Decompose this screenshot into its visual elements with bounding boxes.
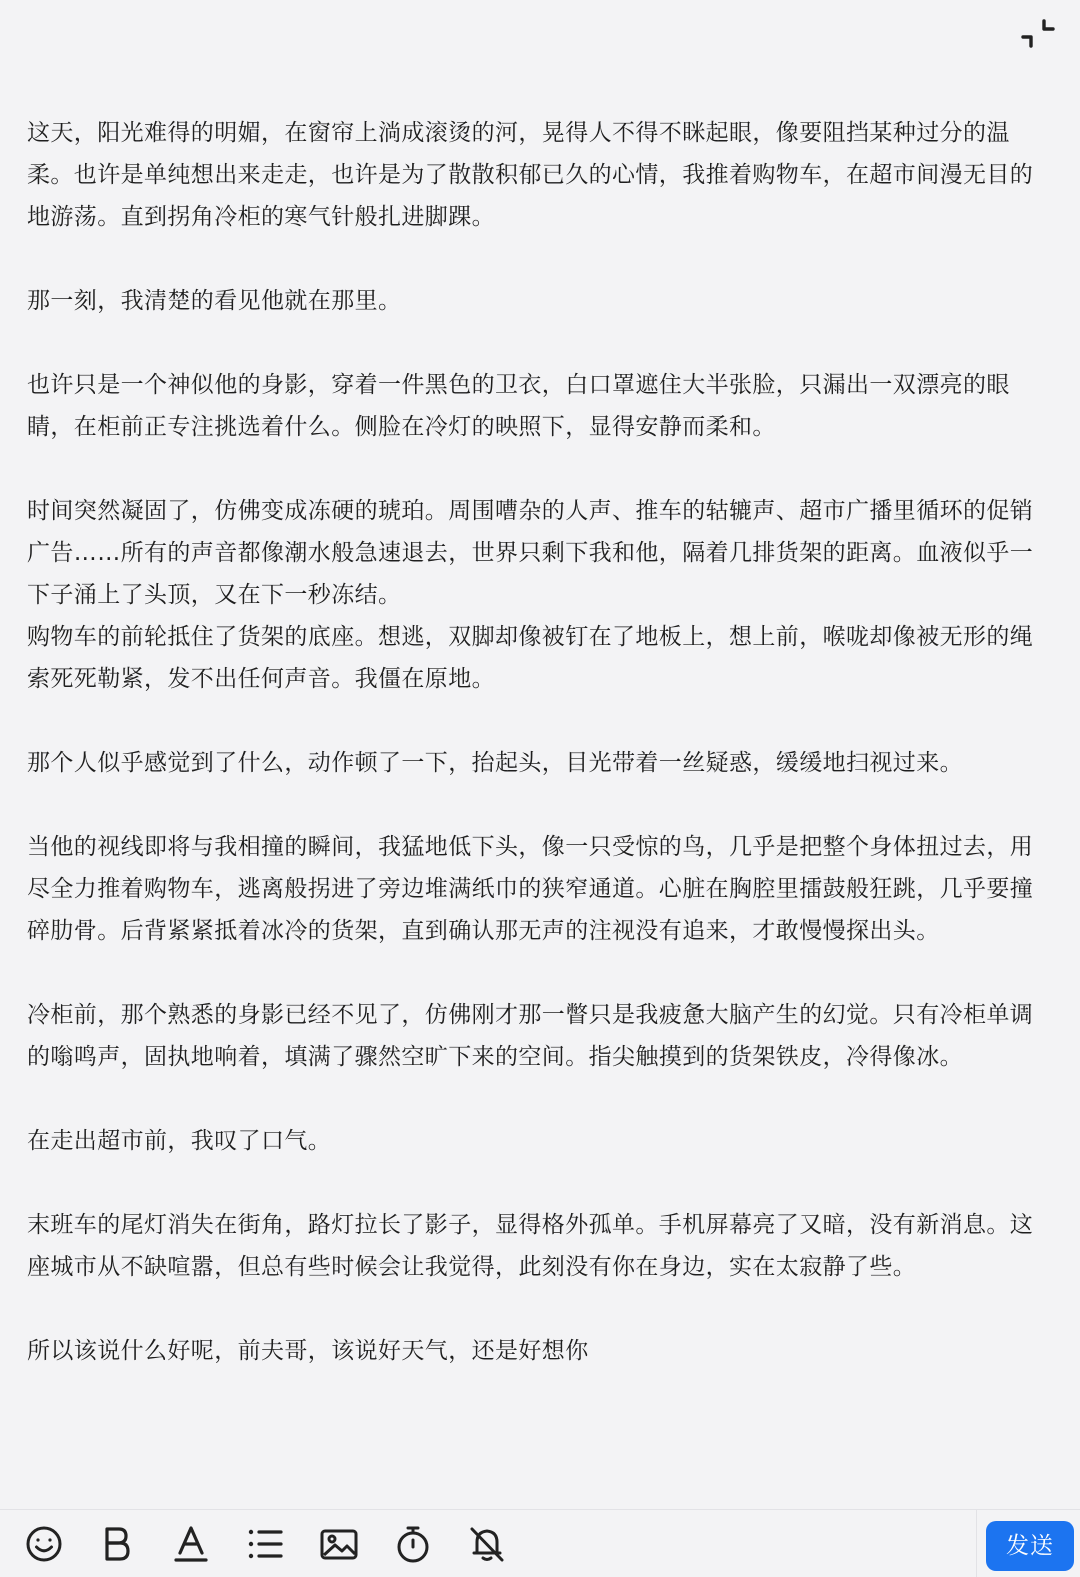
send-button[interactable]: 发送 <box>986 1521 1074 1571</box>
paragraph: 时间突然凝固了，仿佛变成冻硬的琥珀。周围嘈杂的人声、推车的轱辘声、超市广播里循环的促销广告……所有的声音都像潮水般急速退去，世界只剩下我和他，隔着几排货架的距离。血液似乎一下子涌上了头顶，又在下一秒冻结。 购物车的前轮抵住了货架的底座。想逃，双脚却像被钉在了地板上，想上前，喉咙却像被无形的绳索死死勒紧，发不出任何声音。我僵在原地。 <box>27 498 1034 692</box>
paragraph: 末班车的尾灯消失在街角，路灯拉长了影子，显得格外孤单。手机屏幕亮了又暗，没有新消息。这座城市从不缺喧嚣，但总有些时候会让我觉得，此刻没有你在身边，实在太寂静了些。 <box>27 1212 1034 1280</box>
paragraph: 在走出超市前，我叹了口气。 <box>27 1128 332 1154</box>
paragraph: 冷柜前，那个熟悉的身影已经不见了，仿佛刚才那一瞥只是我疲惫大脑产生的幻觉。只有冷柜单调的嗡鸣声，固执地响着，填满了骤然空旷下来的空间。指尖触摸到的货架铁皮，冷得像冰。 <box>27 1002 1034 1070</box>
mute-notification-icon[interactable] <box>467 1524 507 1564</box>
image-icon[interactable] <box>319 1524 359 1564</box>
paragraph: 这天，阳光难得的明媚，在窗帘上淌成滚烫的河，晃得人不得不眯起眼，像要阻挡某种过分的温柔。也许是单纯想出来走走，也许是为了散散积郁已久的心情，我推着购物车，在超市间漫无目的地游荡。直到拐角冷柜的寒气针般扎进脚踝。 <box>27 120 1034 230</box>
collapse-icon[interactable] <box>1020 18 1058 56</box>
paragraph: 当他的视线即将与我相撞的瞬间，我猛地低下头，像一只受惊的鸟，几乎是把整个身体扭过去，用尽全力推着购物车，逃离般拐进了旁边堆满纸巾的狭窄通道。心脏在胸腔里擂鼓般狂跳，几乎要撞碎肋骨。后背紧紧抵着冰冷的货架，直到确认那无声的注视没有追来，才敢慢慢探出头。 <box>27 834 1034 944</box>
bold-icon[interactable] <box>97 1524 137 1564</box>
list-icon[interactable] <box>245 1524 285 1564</box>
paragraph: 那个人似乎感觉到了什么，动作顿了一下，抬起头，目光带着一丝疑惑，缓缓地扫视过来。 <box>27 750 963 776</box>
toolbar-divider <box>976 1510 977 1577</box>
message-editor[interactable] <box>27 112 1053 1497</box>
text-color-icon[interactable] <box>171 1524 211 1564</box>
timer-icon[interactable] <box>393 1524 433 1564</box>
paragraph: 所以该说什么好呢，前夫哥，该说好天气，还是好想你 <box>27 1338 589 1364</box>
formatting-toolbar <box>0 1509 1080 1577</box>
paragraph: 也许只是一个神似他的身影，穿着一件黑色的卫衣，白口罩遮住大半张脸，只漏出一双漂亮的眼睛，在柜前正专注挑选着什么。侧脸在冷灯的映照下，显得安静而柔和。 <box>27 372 1010 440</box>
paragraph: 那一刻，我清楚的看见他就在那里。 <box>27 288 402 314</box>
emoji-icon[interactable] <box>24 1524 64 1564</box>
